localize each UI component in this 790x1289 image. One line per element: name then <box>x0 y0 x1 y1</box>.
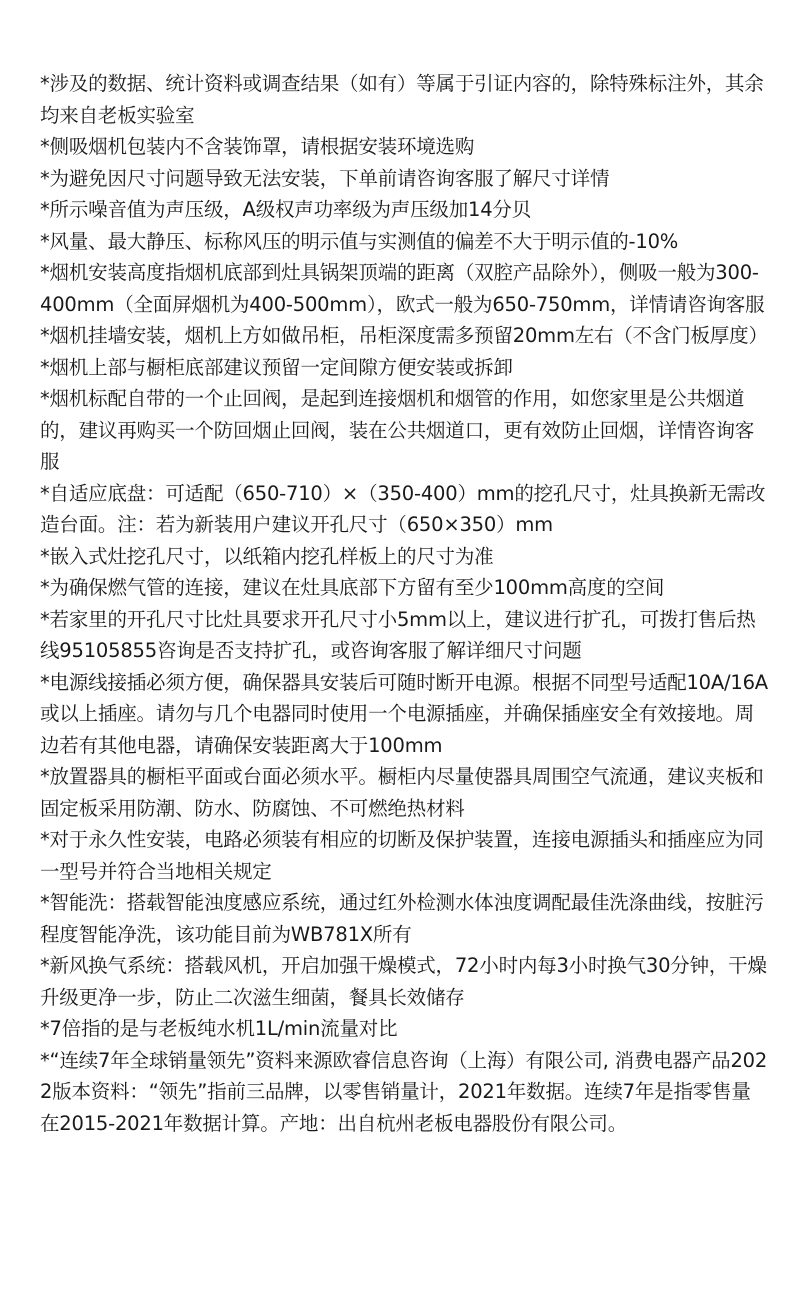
note-hole-enlarging: *若家里的开孔尺寸比灶具要求开孔尺寸小5mm以上，建议进行扩孔，可拨打售后热线95105855咨询是否支持扩孔，或咨询客服了解详细尺寸问题 <box>40 607 756 662</box>
note-side-hood-cover: *侧吸烟机包装内不含装饰罩，请根据安装环境选购 <box>40 135 475 158</box>
note-permanent-install: *对于永久性安装，电路必须装有相应的切断及保护装置，连接电源插头和插座应为同一型号并符合当地相关规定 <box>40 828 764 883</box>
note-survey-source: *涉及的数据、统计资料或调查结果（如有）等属于引证内容的，除特殊标注外，其余均来自老板实验室 <box>40 72 764 127</box>
note-power-socket: *电源线接插必须方便，确保器具安装后可随时断开电源。根据不同型号适配10A/16A或以上插座。请勿与几个电器同时使用一个电源插座，并确保插座安全有效接地。周边若有其他电器，请确保安装距离大于100mm <box>40 670 768 757</box>
note-cabinet-level: *放置器具的橱柜平面或台面必须水平。橱柜内尽量使器具周围空气流通，建议夹板和固定板采用防潮、防水、防腐蚀、不可燃绝热材料 <box>40 765 764 820</box>
note-noise-level: *所示噪音值为声压级，A级权声功率级为声压级加14分贝 <box>40 198 532 221</box>
note-smart-wash: *智能洗：搭载智能浊度感应系统，通过红外检测水体浊度调配最佳洗涤曲线，按脏污程度智能净洗，该功能目前为WB781X所有 <box>40 891 764 946</box>
disclaimer-notes-list <box>40 68 768 1139</box>
note-size-consult: *为避免因尺寸问题导致无法安装，下单前请咨询客服了解尺寸详情 <box>40 166 610 190</box>
note-airflow-deviation: *风量、最大静压、标称风压的明示值与实测值的偏差不大于明示值的-10% <box>40 229 679 253</box>
note-check-valve: *烟机标配自带的一个止回阀，是起到连接烟机和烟管的作用，如您家里是公共烟道的，建议再购买一个防回烟止回阀，装在公共烟道口，更有效防止回烟，详情咨询客服 <box>40 387 755 473</box>
note-hood-install-height: *烟机安装高度指烟机底部到灶具锅架顶端的距离（双腔产品除外），侧吸一般为300-400mm（全面屏烟机为400-500mm），欧式一般为650-750mm，详情请咨询客服 <box>40 261 765 316</box>
note-cutout-template: *嵌入式灶挖孔尺寸，以纸箱内挖孔样板上的尺寸为准 <box>40 544 494 568</box>
note-sales-claim-source: *“连续7年全球销量领先”资料来源欧睿信息咨询（上海）有限公司, 消费电器产品2022版本资料：“领先”指前三品牌，以零售销量计，2021年数据。连续7年是指零售量在2015-2021年数据计算。产地：出自杭州老板电器股份有限公司。 <box>40 1048 768 1135</box>
note-flow-comparison: *7倍指的是与老板纯水机1L/min流量对比 <box>40 1017 398 1040</box>
note-fresh-air-system: *新风换气系统：搭载风机，开启加强干燥模式，72小时内每3小时换气30分钟，干燥升级更净一步，防止二次滋生细菌，餐具长效储存 <box>40 954 767 1009</box>
note-wall-mount-cabinet: *烟机挂墙安装，烟机上方如做吊柜，吊柜深度需多预留20mm左右（不含门板厚度） <box>40 324 768 347</box>
note-adaptive-chassis: *自适应底盘：可适配（650-710）×（350-400）mm的挖孔尺寸，灶具换新无需改造台面。注：若为新装用户建议开孔尺寸（650×350）mm <box>40 481 766 536</box>
note-cabinet-gap: *烟机上部与橱柜底部建议预留一定间隙方便安装或拆卸 <box>40 355 513 379</box>
note-gas-pipe-space: *为确保燃气管的连接，建议在灶具底部下方留有至少100mm高度的空间 <box>40 576 665 599</box>
